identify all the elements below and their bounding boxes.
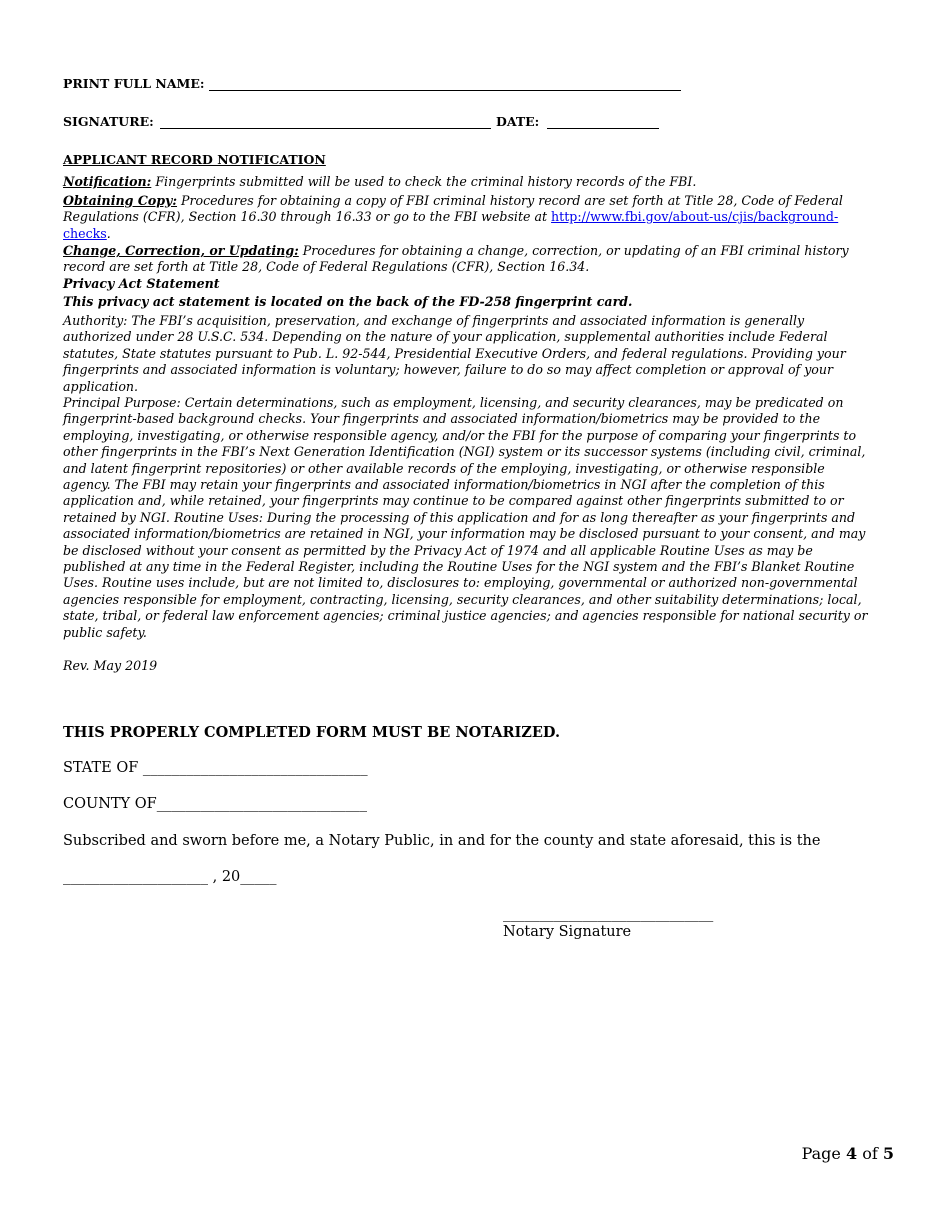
notification-paragraph: [63, 174, 871, 190]
county-of-line: [63, 796, 367, 812]
privacy-act-location: This privacy act statement is located on the back of the FD-258 fingerprint card.: [63, 294, 633, 309]
notification-label: Notification:: [63, 174, 152, 189]
obtaining-copy-text: Procedures for obtaining a copy of FBI criminal history record are set forth at Title 28, Code of Federal Regulations (CFR), Section 16.30 through 16.33 or go to the FBI website at: [63, 193, 843, 225]
signature-field[interactable]: [160, 128, 491, 129]
date-field[interactable]: [547, 128, 659, 129]
state-of-field[interactable]: _______________________________: [142, 760, 368, 776]
change-correction-label: Change, Correction, or Updating:: [63, 243, 299, 258]
authority-paragraph: Authority: The FBI’s acquisition, preservation, and exchange of fingerprints and associated information is generally authorized under 28 U.S.C. 534. Depending on the nature of your application, supplemental authorities include Federal statutes, State statutes pursuant to Pub. L. 92-544, Presidential Executive Orders, and federal regulations. Providing your fingerprints and associated information is voluntary; however, failure to do so may affect completion or approval of your application.: [63, 313, 846, 394]
fbi-website-link[interactable]: http://www.fbi.gov/about-us/cjis/background-: [551, 209, 839, 225]
principal-purpose-paragraph: Principal Purpose: Certain determinations, such as employment, licensing, and security clearances, may be predicated on fingerprint-based background checks. Your fingerprints and associated information/biometrics may be provided to the employing, investigating, or otherwise responsible agency, and/or the FBI for the purpose of comparing your fingerprints to other fingerprints in the FBI’s Next Generation Identification (NGI) system or its successor systems (including civil, criminal, and latent fingerprint repositories) or other available records of the employing, investigating, or otherwise responsible agency. The FBI may retain your fingerprints and associated information/biometrics in NGI after the completion of this application and, while retained, your fingerprints may continue to be compared against other fingerprints submitted to or retained by NGI. Routine Uses: During the processing of this application and for as long thereafter as your fingerprints and associated information/biometrics are retained in NGI, your information may be disclosed pursuant to your consent, and may be disclosed without your consent as permitted by the Privacy Act of 1974 and all applicable Routine Uses as may be published at any time in the Federal Register, including the Routine Uses for the NGI system and the FBI’s Blanket Routine Uses. Routine uses include, but are not limited to, disclosures to: employing, governmental or authorized non-governmental agencies responsible for employment, contracting, licensing, security clearances, and other suitability determinations; local, state, tribal, or federal law enforcement agencies; criminal justice agencies; and agencies responsible for national security or public safety.: [63, 395, 868, 640]
change-correction-paragraph: [63, 243, 871, 276]
fbi-website-link-continued[interactable]: checks: [63, 225, 107, 241]
county-of-field[interactable]: _____________________________: [156, 796, 367, 812]
page-word: Page: [801, 1144, 846, 1163]
obtaining-copy-end: .: [106, 225, 111, 241]
state-of-label: STATE OF: [63, 760, 143, 776]
page-current: 4: [845, 1144, 858, 1163]
print-full-name-label: PRINT FULL NAME:: [63, 76, 205, 91]
page-total: 5: [882, 1144, 894, 1163]
notification-text: Fingerprints submitted will be used to check the criminal history records of the FBI.: [151, 174, 697, 189]
page-number: [802, 1144, 894, 1163]
revision-date: Rev. May 2019: [63, 658, 158, 673]
section-heading: APPLICANT RECORD NOTIFICATION: [63, 152, 326, 167]
obtaining-copy-label: Obtaining Copy:: [63, 193, 178, 208]
privacy-act-heading: Privacy Act Statement: [63, 276, 220, 291]
notary-signature-field[interactable]: _____________________________: [503, 906, 714, 922]
obtaining-copy-paragraph: [63, 193, 871, 242]
sworn-statement: Subscribed and sworn before me, a Notary Public, in and for the county and state aforesaid, this is the: [63, 833, 821, 849]
county-of-label: COUNTY OF: [63, 796, 157, 812]
of-word: of: [857, 1144, 883, 1163]
notarize-notice: THIS PROPERLY COMPLETED FORM MUST BE NOTARIZED.: [63, 724, 561, 741]
change-correction-text: Procedures for obtaining a change, correction, or updating of an FBI criminal history record are set forth at Title 28, Code of Federal Regulations (CFR), Section 16.34.: [63, 243, 849, 275]
sworn-year-text: , 20_____: [208, 869, 277, 885]
date-label: DATE:: [496, 114, 540, 129]
signature-label: SIGNATURE:: [63, 114, 154, 129]
sworn-date-field[interactable]: ____________________: [63, 869, 208, 885]
state-of-line: [63, 760, 368, 776]
sworn-date-line: [63, 869, 277, 885]
print-full-name-field[interactable]: [209, 90, 681, 91]
notary-signature-label: Notary Signature: [503, 924, 632, 940]
